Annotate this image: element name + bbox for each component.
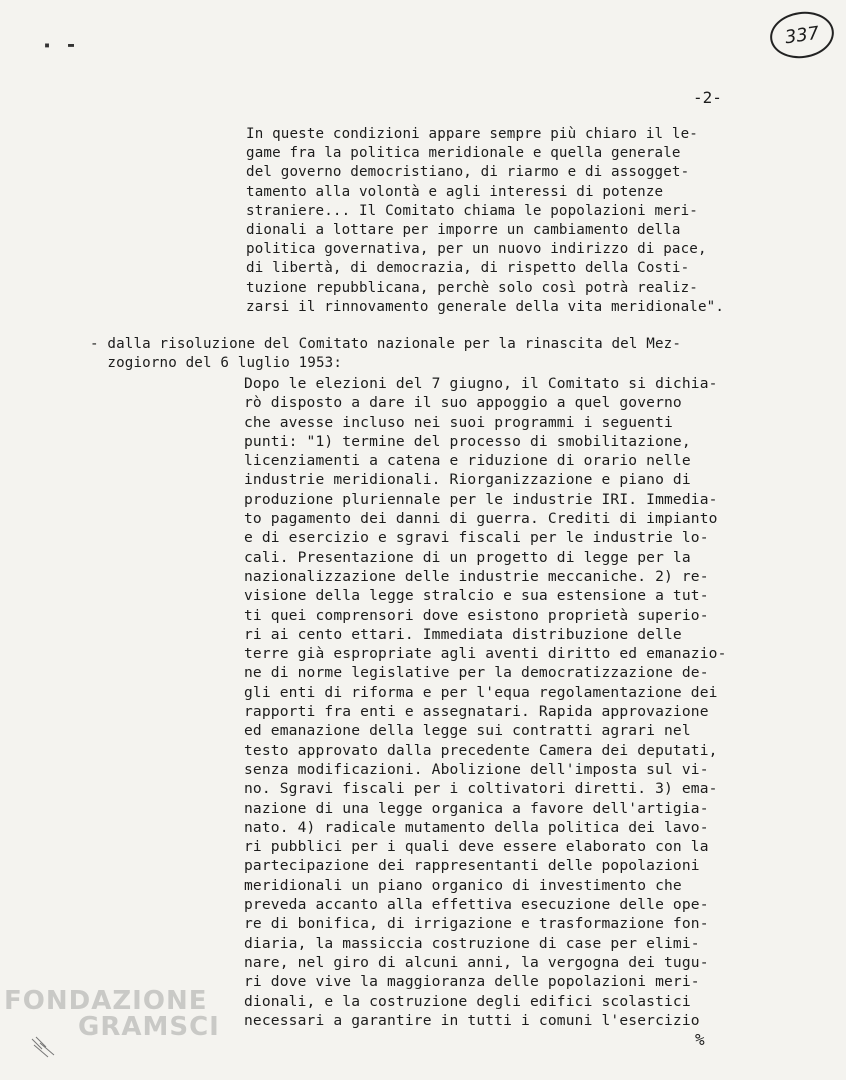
text-line: In queste condizioni appare sempre più chiaro il le-	[246, 126, 698, 142]
text-line: del governo democristiano, di riarmo e di assogget-	[246, 164, 690, 181]
text-line: no. Sgravi fiscali per i coltivatori diretti. 3) ema-	[244, 780, 718, 798]
page-number: -2-	[693, 88, 722, 107]
text-line: - dalla risoluzione del Comitato nazionale per la rinascita del Mez-	[90, 336, 682, 352]
text-line: ti quei comprensori dove esistono proprietà superio-	[244, 606, 709, 624]
text-line: gli enti di riforma e per l'equa regolamentazione dei	[244, 683, 718, 701]
text-line: ne di norme legislative per la democratizzazione de-	[244, 664, 709, 682]
text-line: rapporti fra enti e assegnatari. Rapida approvazione	[244, 703, 709, 721]
text-line: e di esercizio e sgravi fiscali per le industrie lo-	[244, 529, 709, 547]
text-line: nazione di una legge organica a favore dell'artigia-	[244, 799, 709, 817]
text-line: preveda accanto alla effettiva esecuzione delle ope-	[244, 896, 709, 914]
resolution-body	[244, 374, 727, 1030]
text-line: di libertà, di democrazia, di rispetto della Costi-	[246, 260, 690, 277]
text-line: game fra la politica meridionale e quella generale	[246, 145, 681, 162]
text-line: Dopo le elezioni del 7 giugno, il Comitato si dichia-	[244, 375, 718, 392]
text-line: che avesse incluso nei suoi programmi i seguenti	[244, 413, 673, 431]
text-line: meridionali un piano organico di investimento che	[244, 876, 682, 894]
watermark-line2: GRAMSCI	[78, 1012, 220, 1042]
text-line: dionali a lottare per imporre un cambiamento della	[246, 222, 681, 239]
text-line: partecipazione dei rappresentanti delle popolazioni	[244, 857, 700, 875]
text-line: to pagamento dei danni di guerra. Crediti di impianto	[244, 510, 718, 528]
text-line: senza modificazioni. Abolizione dell'imposta sul vi-	[244, 760, 709, 778]
text-line: terre già espropriate agli aventi diritto ed emanazio-	[244, 645, 727, 663]
text-line: rò disposto a dare il suo appoggio a quel governo	[244, 394, 682, 412]
text-line: testo approvato dalla precedente Camera dei deputati,	[244, 741, 718, 759]
fondazione-gramsci-watermark	[4, 988, 220, 1040]
text-line: cali. Presentazione di un progetto di legge per la	[244, 548, 691, 566]
text-line: zarsi il rinnovamento generale della vita meridionale".	[246, 298, 725, 315]
text-line: dionali, e la costruzione degli edifici scolastici	[244, 992, 691, 1010]
quoted-paragraph	[246, 125, 724, 317]
watermark-line1: FONDAZIONE	[4, 986, 208, 1016]
text-line: re di bonifica, di irrigazione e trasformazione fon-	[244, 915, 709, 933]
text-line: ed emanazione della legge sui contratti agrari nel	[244, 722, 691, 740]
text-line: tuzione repubblicana, perchè solo così potrà realiz-	[246, 279, 698, 296]
text-line: ri ai cento ettari. Immediata distribuzione delle	[244, 625, 682, 643]
resolution-intro	[90, 335, 681, 373]
text-line: ri dove vive la maggioranza delle popolazioni meri-	[244, 973, 700, 991]
text-line: nato. 4) radicale mutamento della politica dei lavo-	[244, 818, 709, 836]
text-line: licenziamenti a catena e riduzione di orario nelle	[244, 452, 691, 470]
scan-speck: ▪ ▬	[44, 40, 81, 51]
text-line: necessari a garantire in tutti i comuni l'esercizio	[244, 1011, 700, 1029]
archive-page-stamp: 337	[767, 8, 837, 62]
text-line: punti: "1) termine del processo di smobilitazione,	[244, 432, 691, 450]
text-line: nazionalizzazione delle industrie meccaniche. 2) re-	[244, 567, 709, 585]
text-line: visione della legge stralcio e sua estensione a tut-	[244, 587, 709, 605]
text-line: tamento alla volontà e agli interessi di potenze	[246, 183, 664, 200]
text-line: ri pubblici per i quali deve essere elaborato con la	[244, 838, 709, 856]
text-line: diaria, la massiccia costruzione di case per elimi-	[244, 934, 700, 952]
text-line: straniere... Il Comitato chiama le popolazioni meri-	[246, 202, 698, 219]
text-line: zogiorno del 6 luglio 1953:	[90, 355, 343, 372]
text-line: industrie meridionali. Riorganizzazione e piano di	[244, 471, 691, 489]
text-line: produzione pluriennale per le industrie IRI. Immedia-	[244, 490, 718, 508]
text-line: nare, nel giro di alcuni anni, la vergogna dei tugu-	[244, 953, 709, 971]
scribble-mark	[30, 1035, 60, 1065]
text-line: politica governativa, per un nuovo indirizzo di pace,	[246, 241, 707, 258]
continuation-mark: %	[695, 1030, 705, 1049]
